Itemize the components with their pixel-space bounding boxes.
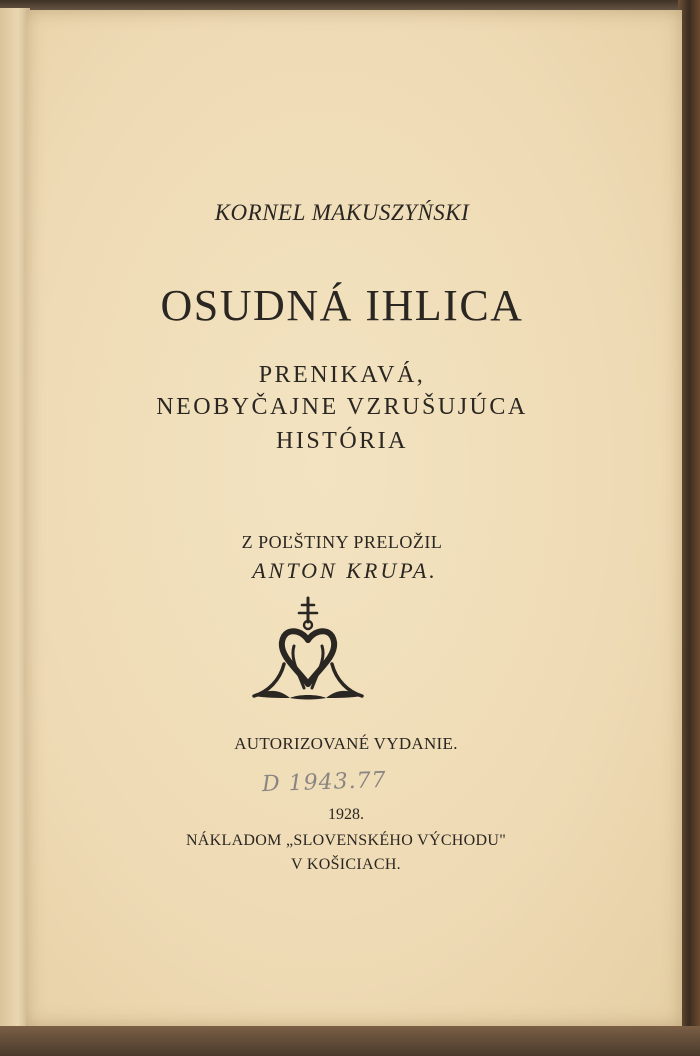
- book-title: OSUDNÁ IHLICA: [160, 281, 524, 330]
- double-cross-heart-emblem-icon: [250, 594, 366, 704]
- edition-note: AUTORIZOVANÉ VYDANIE.: [234, 734, 458, 753]
- handwritten-catalog-note: D 1943.77: [261, 767, 388, 798]
- publisher-place: V KOŠICIACH.: [291, 856, 401, 873]
- subtitle-line: NEOBYČAJNE VZRUŠUJÚCA: [156, 394, 528, 420]
- translator-name: ANTON KRUPA.: [252, 558, 438, 583]
- publisher-line: NÁKLADOM „SLOVENSKÉHO VÝCHODU": [185, 832, 507, 849]
- book-binding-bottom: [0, 1026, 700, 1056]
- publication-year: 1928.: [328, 806, 364, 823]
- title-page: [26, 10, 682, 1026]
- author-name: KORNEL MAKUSZYŃSKI: [214, 200, 470, 225]
- subtitle-line: HISTÓRIA: [276, 428, 408, 454]
- subtitle-line: PRENIKAVÁ,: [258, 362, 426, 388]
- translation-credit: Z POĽŠTINY PRELOŽIL: [241, 532, 443, 552]
